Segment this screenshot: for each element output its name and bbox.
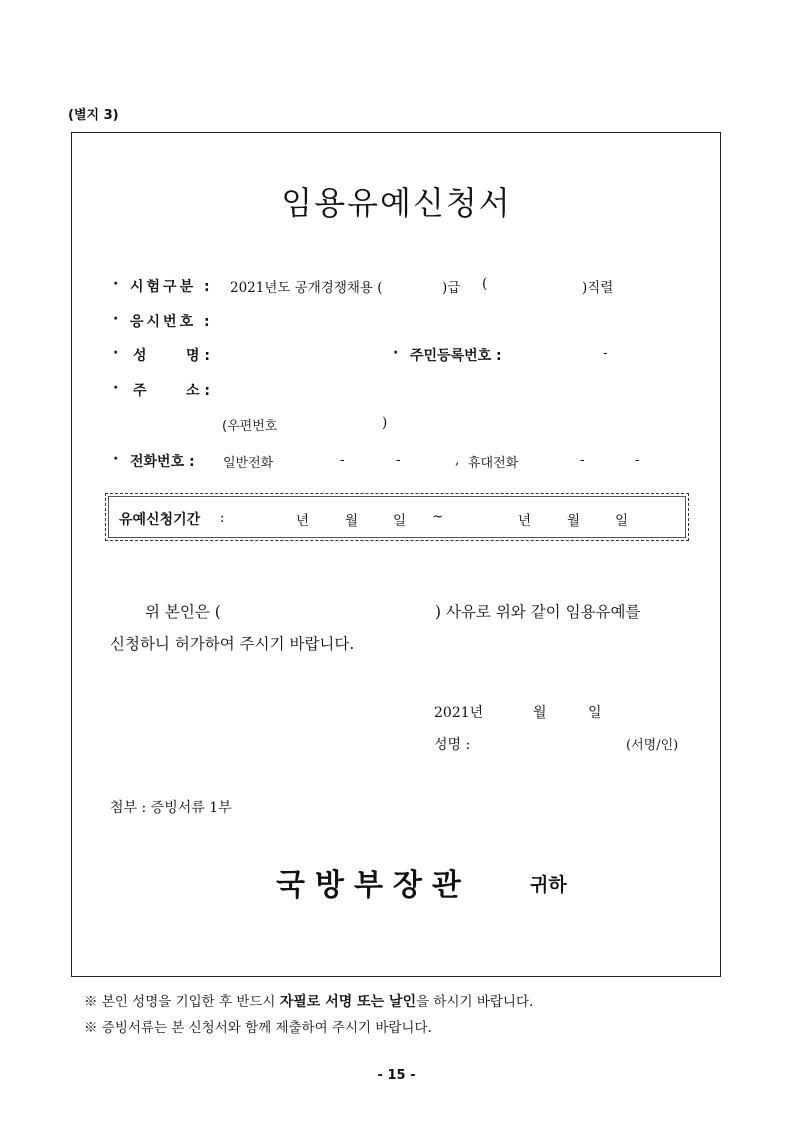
exam-division-prefix: 2021년도 공개경쟁채용 ( [230,280,383,296]
landline-dash-1: - [340,452,345,468]
recipient-honorific: 귀하 [530,874,567,896]
resident-number-label: 주민등록번호 : [410,348,502,364]
postal-open: (우편번호 [222,419,278,434]
body-line-1b: ) 사유로 위와 같이 임용유예를 [435,603,641,621]
attachment: 첨부 : 증빙서류 1부 [110,800,232,816]
mobile-dash-1: - [580,452,585,468]
exam-division-label: 시험구분 : [130,279,213,295]
form-frame [71,132,721,977]
body-line-1a: 위 본인은 ( [145,603,221,621]
end-year: 년 [518,513,532,529]
exam-number-label: 응시번호 : [130,314,213,330]
start-month: 월 [345,513,359,529]
period-tilde: ~ [432,509,444,525]
bullet: · [113,345,119,361]
deferral-period-label: 유예신청기간 [119,512,201,528]
resident-number-dash: - [603,345,608,361]
date-month: 월 [533,705,547,721]
page-number: - 15 - [377,1068,416,1083]
signature-mark: (서명/인) [626,738,679,753]
bullet: · [393,345,399,361]
exam-division-grade: )급 [442,280,461,296]
bullet: · [113,451,119,467]
end-day: 일 [615,513,629,529]
landline-dash-2: - [396,452,401,468]
name-label-b: 명 : [186,348,210,364]
recipient-name: 국방부장관 [276,868,471,903]
name-label-a: 성 [133,348,147,364]
bullet: · [113,311,119,327]
address-label-a: 주 [133,383,147,399]
start-year: 년 [296,513,310,529]
deferral-period-colon: : [220,510,225,526]
bullet: · [113,380,119,396]
note-2: ※ 증빙서류는 본 신청서와 함께 제출하여 주시기 바랍니다. [84,1020,432,1036]
postal-close: ) [382,415,388,431]
note-1 [84,990,533,1011]
mobile-dash-2: - [635,452,640,468]
note-1-bold: 자필로 서명 또는 날인 [279,994,417,1010]
start-day: 일 [393,513,407,529]
signature-label: 성명 : [434,737,471,753]
phone-label: 전화번호 : [130,454,195,470]
date-year: 2021년 [434,705,484,721]
exam-division-series: )직렬 [582,280,614,296]
exam-division-paren: ( [482,276,488,292]
end-month: 월 [567,513,581,529]
annex-label: (별지 3) [68,108,119,123]
date-day: 일 [588,705,602,721]
body-line-2: 신청하니 허가하여 주시기 바랍니다. [110,635,355,653]
address-label-b: 소 : [186,383,210,399]
phone-comma: , [455,452,460,468]
landline-label: 일반전화 [223,456,274,471]
note-1-b: 을 하시기 바랍니다. [416,994,534,1010]
note-1-a: ※ 본인 성명을 기입한 후 반드시 [84,994,280,1010]
form-title: 임용유예신청서 [281,184,512,222]
bullet: · [113,276,119,292]
mobile-label: 휴대전화 [468,456,519,471]
